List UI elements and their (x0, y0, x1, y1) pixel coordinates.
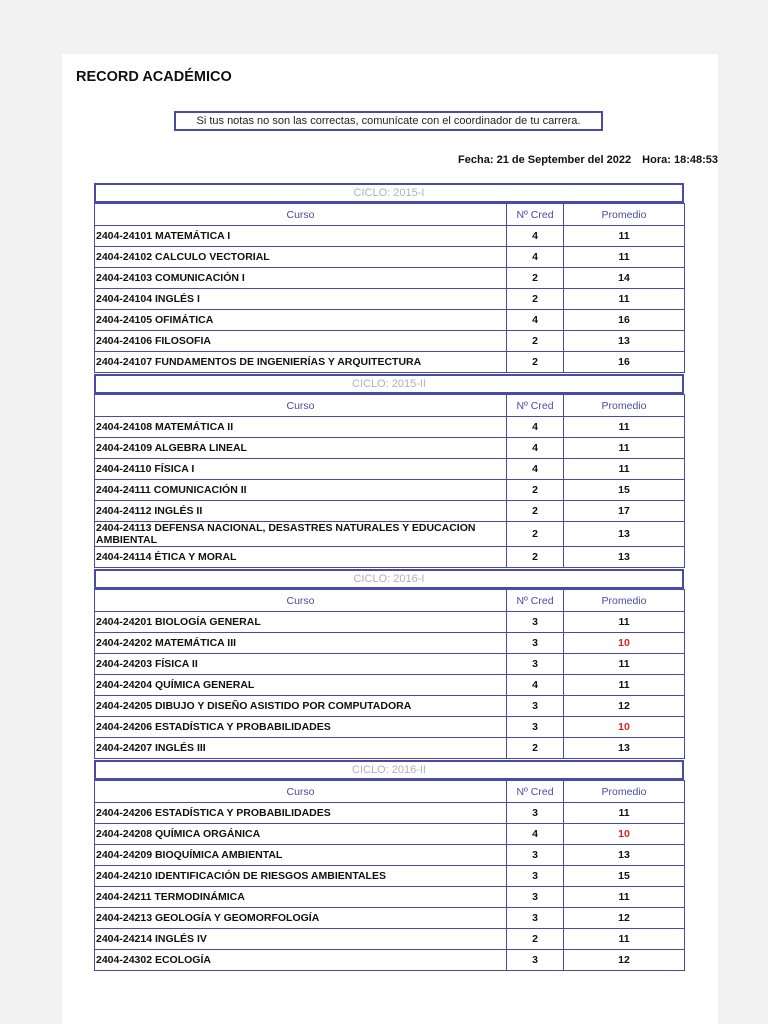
course-name: 2404-24214 INGLÉS IV (95, 929, 507, 950)
table-row (95, 887, 685, 908)
course-average: 11 (564, 438, 685, 459)
course-credits: 3 (507, 633, 564, 654)
course-credits: 3 (507, 908, 564, 929)
datetime-line (458, 154, 718, 166)
course-credits: 2 (507, 547, 564, 568)
course-average: 11 (564, 226, 685, 247)
cycle-header: CICLO: 2015-II (94, 374, 684, 394)
column-header-curso: Curso (95, 590, 507, 612)
course-name: 2404-24114 ÉTICA Y MORAL (95, 547, 507, 568)
course-name: 2404-24203 FÍSICA II (95, 654, 507, 675)
course-credits: 4 (507, 417, 564, 438)
course-average: 13 (564, 522, 685, 547)
course-name: 2404-24211 TERMODINÁMICA (95, 887, 507, 908)
course-credits: 2 (507, 268, 564, 289)
table-row (95, 824, 685, 845)
course-credits: 3 (507, 803, 564, 824)
course-average: 11 (564, 417, 685, 438)
table-row (95, 908, 685, 929)
cycle-header: CICLO: 2015-I (94, 183, 684, 203)
grades-table (94, 203, 685, 373)
course-average: 10 (564, 717, 685, 738)
course-name: 2404-24204 QUÍMICA GENERAL (95, 675, 507, 696)
table-row (95, 866, 685, 887)
column-header-curso: Curso (95, 781, 507, 803)
course-average: 17 (564, 501, 685, 522)
table-row (95, 803, 685, 824)
course-credits: 4 (507, 824, 564, 845)
header-row (95, 204, 685, 226)
course-name: 2404-24113 DEFENSA NACIONAL, DESASTRES NATURALES Y EDUCACION AMBIENTAL (95, 522, 507, 547)
table-row (95, 310, 685, 331)
table-row (95, 268, 685, 289)
table-row (95, 654, 685, 675)
course-credits: 4 (507, 459, 564, 480)
table-row (95, 738, 685, 759)
course-name: 2404-24104 INGLÉS I (95, 289, 507, 310)
table-row (95, 459, 685, 480)
course-name: 2404-24205 DIBUJO Y DISEÑO ASISTIDO POR COMPUTADORA (95, 696, 507, 717)
course-average: 12 (564, 696, 685, 717)
course-credits: 3 (507, 950, 564, 971)
course-name: 2404-24105 OFIMÁTICA (95, 310, 507, 331)
course-name: 2404-24108 MATEMÁTICA II (95, 417, 507, 438)
column-header-promedio: Promedio (564, 395, 685, 417)
column-header-promedio: Promedio (564, 590, 685, 612)
column-header-curso: Curso (95, 395, 507, 417)
column-header-cred: Nº Cred (507, 590, 564, 612)
column-header-cred: Nº Cred (507, 204, 564, 226)
course-name: 2404-24302 ECOLOGÍA (95, 950, 507, 971)
table-row (95, 675, 685, 696)
course-name: 2404-24210 IDENTIFICACIÓN DE RIESGOS AMBIENTALES (95, 866, 507, 887)
grades-table (94, 394, 685, 568)
grades-table (94, 780, 685, 971)
course-average: 16 (564, 310, 685, 331)
course-average: 11 (564, 612, 685, 633)
course-average: 13 (564, 845, 685, 866)
course-name: 2404-24208 QUÍMICA ORGÁNICA (95, 824, 507, 845)
course-name: 2404-24102 CALCULO VECTORIAL (95, 247, 507, 268)
cycle-header: CICLO: 2016-II (94, 760, 684, 780)
table-row (95, 950, 685, 971)
table-row (95, 501, 685, 522)
cycles-container (94, 182, 684, 971)
header-row (95, 781, 685, 803)
table-row (95, 289, 685, 310)
course-credits: 2 (507, 331, 564, 352)
course-average: 15 (564, 480, 685, 501)
table-row (95, 331, 685, 352)
notice-box: Si tus notas no son las correctas, comunícate con el coordinador de tu carrera. (174, 111, 603, 131)
course-credits: 3 (507, 612, 564, 633)
course-average: 16 (564, 352, 685, 373)
table-row (95, 929, 685, 950)
column-header-cred: Nº Cred (507, 781, 564, 803)
course-average: 11 (564, 654, 685, 675)
course-credits: 3 (507, 654, 564, 675)
table-row (95, 612, 685, 633)
course-credits: 2 (507, 738, 564, 759)
course-credits: 3 (507, 696, 564, 717)
course-average: 13 (564, 738, 685, 759)
course-average: 11 (564, 459, 685, 480)
grades-table (94, 589, 685, 759)
header-row (95, 590, 685, 612)
course-average: 11 (564, 289, 685, 310)
course-average: 10 (564, 824, 685, 845)
table-row (95, 845, 685, 866)
course-average: 13 (564, 547, 685, 568)
hora-value: 18:48:53 (673, 154, 718, 166)
course-name: 2404-24112 INGLÉS II (95, 501, 507, 522)
course-name: 2404-24201 BIOLOGÍA GENERAL (95, 612, 507, 633)
course-credits: 2 (507, 929, 564, 950)
course-average: 13 (564, 331, 685, 352)
course-credits: 2 (507, 501, 564, 522)
course-credits: 2 (507, 289, 564, 310)
course-credits: 4 (507, 675, 564, 696)
course-name: 2404-24202 MATEMÁTICA III (95, 633, 507, 654)
fecha-value: 21 de September del 2022 (496, 154, 632, 166)
column-header-cred: Nº Cred (507, 395, 564, 417)
course-average: 12 (564, 950, 685, 971)
course-average: 10 (564, 633, 685, 654)
table-row (95, 717, 685, 738)
table-row (95, 352, 685, 373)
hora-label: Hora: (642, 154, 671, 166)
table-row (95, 547, 685, 568)
cycle-header: CICLO: 2016-I (94, 569, 684, 589)
column-header-promedio: Promedio (564, 204, 685, 226)
course-credits: 4 (507, 247, 564, 268)
course-average: 11 (564, 247, 685, 268)
fecha-label: Fecha: (458, 154, 494, 166)
course-credits: 4 (507, 226, 564, 247)
table-row (95, 417, 685, 438)
course-credits: 4 (507, 438, 564, 459)
header-row (95, 395, 685, 417)
course-credits: 3 (507, 887, 564, 908)
table-row (95, 247, 685, 268)
course-credits: 4 (507, 310, 564, 331)
course-name: 2404-24106 FILOSOFIA (95, 331, 507, 352)
column-header-promedio: Promedio (564, 781, 685, 803)
table-row (95, 226, 685, 247)
course-name: 2404-24206 ESTADÍSTICA Y PROBABILIDADES (95, 803, 507, 824)
course-average: 15 (564, 866, 685, 887)
course-name: 2404-24103 COMUNICACIÓN I (95, 268, 507, 289)
course-average: 14 (564, 268, 685, 289)
course-average: 11 (564, 803, 685, 824)
table-row (95, 480, 685, 501)
column-header-curso: Curso (95, 204, 507, 226)
record-card (62, 54, 718, 1024)
page-title: RECORD ACADÉMICO (76, 69, 232, 85)
course-average: 11 (564, 929, 685, 950)
course-name: 2404-24206 ESTADÍSTICA Y PROBABILIDADES (95, 717, 507, 738)
course-name: 2404-24110 FÍSICA I (95, 459, 507, 480)
course-name: 2404-24207 INGLÉS III (95, 738, 507, 759)
course-average: 11 (564, 675, 685, 696)
course-name: 2404-24107 FUNDAMENTOS DE INGENIERÍAS Y ARQUITECTURA (95, 352, 507, 373)
course-credits: 3 (507, 845, 564, 866)
table-row (95, 438, 685, 459)
course-credits: 2 (507, 480, 564, 501)
course-name: 2404-24101 MATEMÁTICA I (95, 226, 507, 247)
course-name: 2404-24209 BIOQUÍMICA AMBIENTAL (95, 845, 507, 866)
course-credits: 2 (507, 352, 564, 373)
course-average: 11 (564, 887, 685, 908)
course-credits: 3 (507, 717, 564, 738)
table-row (95, 633, 685, 654)
course-name: 2404-24213 GEOLOGÍA Y GEOMORFOLOGÍA (95, 908, 507, 929)
table-row (95, 696, 685, 717)
course-credits: 2 (507, 522, 564, 547)
course-name: 2404-24109 ALGEBRA LINEAL (95, 438, 507, 459)
course-name: 2404-24111 COMUNICACIÓN II (95, 480, 507, 501)
table-row (95, 522, 685, 547)
course-average: 12 (564, 908, 685, 929)
course-credits: 3 (507, 866, 564, 887)
